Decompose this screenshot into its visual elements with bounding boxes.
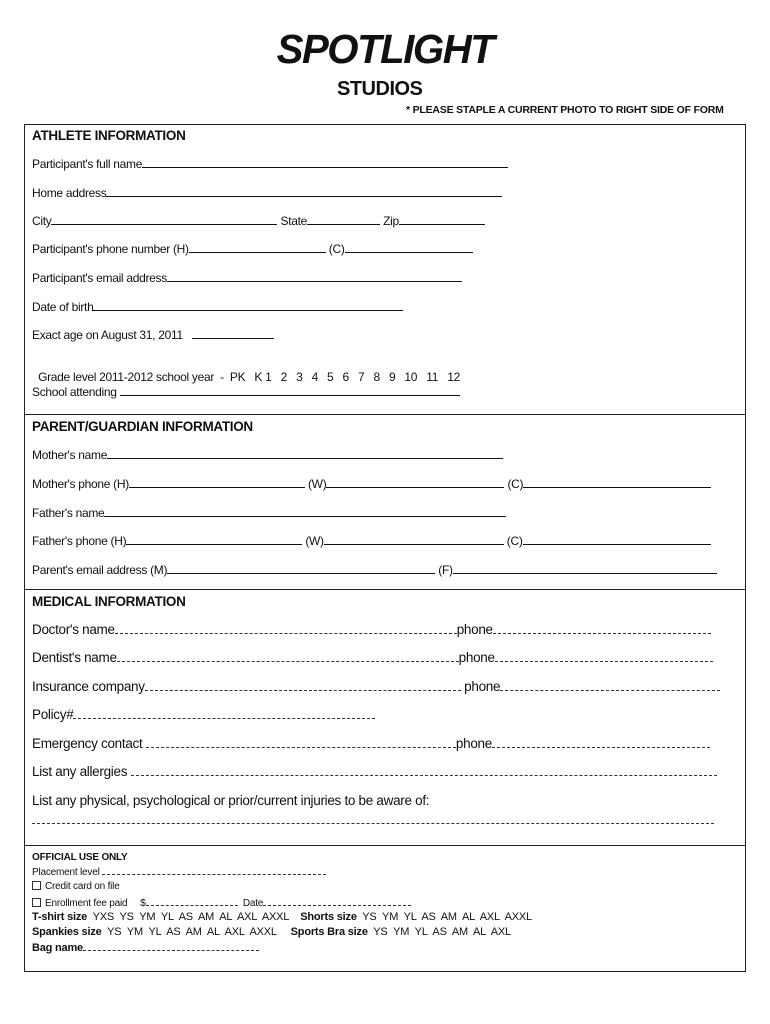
tshirt-row: [32, 911, 532, 923]
father-phone-w-field[interactable]: [324, 534, 504, 545]
section-divider: [24, 589, 746, 590]
emergency-phone-label: phone: [455, 736, 492, 751]
city-state-zip-row: [32, 214, 485, 228]
full-name-label: Participant's full name: [32, 157, 143, 171]
participant-email-label: Participant's email address: [32, 271, 167, 285]
participant-email-field[interactable]: [167, 271, 462, 282]
mother-phone-h-label: Mother's phone (H): [32, 477, 129, 491]
brand-title: SPOTLIGHT: [276, 26, 494, 72]
full-name-row: [32, 157, 508, 171]
parent-email-m-label: Parent's email address (M): [32, 563, 168, 577]
dob-field[interactable]: [93, 300, 403, 311]
doctor-phone-label: phone: [456, 622, 493, 637]
father-phone-row: [32, 534, 711, 548]
placement-field[interactable]: [102, 866, 326, 875]
mother-name-label: Mother's name: [32, 448, 108, 462]
date-field[interactable]: [263, 897, 411, 906]
father-phone-h-label: Father's phone (H): [32, 534, 127, 548]
school-label: School attending: [32, 385, 117, 399]
spankies-row: [32, 926, 511, 938]
mother-name-row: [32, 448, 503, 462]
father-phone-c-field[interactable]: [523, 534, 711, 545]
father-name-row: [32, 506, 506, 520]
home-address-row: [32, 186, 502, 200]
insurance-phone-field[interactable]: [500, 679, 720, 691]
doctor-row: [32, 622, 711, 637]
allergies-label: List any allergies: [32, 764, 128, 779]
participant-phone-c-label: (C): [328, 242, 345, 256]
mother-phone-w-label: (W): [307, 477, 327, 491]
grade-level-label: Grade level 2011-2012 school year - PK K 1 2 3 4 5 6 7 8 9 10 11 12: [38, 370, 460, 384]
mother-name-field[interactable]: [107, 448, 503, 459]
insurance-phone-label: phone: [464, 679, 501, 694]
tshirt-label: T-shirt size: [32, 911, 88, 923]
brand-subtitle: STUDIOS: [337, 78, 423, 100]
exact-age-row: [32, 328, 274, 342]
policy-label: Policy#: [32, 707, 74, 722]
home-address-label: Home address: [32, 186, 107, 200]
exact-age-field[interactable]: [192, 328, 274, 339]
credit-card-checkbox[interactable]: [32, 881, 41, 890]
home-address-field[interactable]: [106, 186, 502, 197]
credit-card-label: Credit card on file: [45, 881, 120, 892]
injuries-label: List any physical, psychological or prior/current injuries to be aware of:: [32, 793, 430, 808]
mother-phone-h-field[interactable]: [129, 477, 305, 488]
parent-email-f-field[interactable]: [453, 563, 717, 574]
shorts-label: Shorts size: [300, 911, 357, 923]
mother-phone-c-field[interactable]: [523, 477, 711, 488]
sportsbra-sizes: YS YM YL AS AM AL AXL: [373, 926, 511, 938]
allergies-row: [32, 764, 717, 779]
section-divider: [24, 845, 746, 846]
tshirt-sizes: YXS YS YM YL AS AM AL AXL AXXL: [92, 911, 289, 923]
city-label: City: [32, 214, 52, 228]
parent-email-m-field[interactable]: [167, 563, 435, 574]
dob-row: [32, 300, 403, 314]
doctor-phone-field[interactable]: [493, 622, 711, 634]
enrollment-amount-field[interactable]: [146, 897, 238, 906]
official-title: OFFICIAL USE ONLY: [32, 852, 128, 863]
athlete-section-title: ATHLETE INFORMATION: [32, 128, 186, 143]
participant-email-row: [32, 271, 462, 285]
date-label: Date: [242, 898, 264, 909]
bag-name-field[interactable]: [83, 942, 259, 951]
dentist-field[interactable]: [117, 650, 459, 662]
zip-field[interactable]: [399, 214, 485, 225]
father-name-field[interactable]: [104, 506, 506, 517]
bag-name-label: Bag name: [32, 942, 83, 954]
father-phone-c-label: (C): [506, 534, 523, 548]
medical-section-title: MEDICAL INFORMATION: [32, 594, 186, 609]
doctor-field[interactable]: [115, 622, 457, 634]
enrollment-checkbox[interactable]: [32, 898, 41, 907]
mother-phone-row: [32, 477, 711, 491]
doctor-label: Doctor's name: [32, 622, 115, 637]
parent-email-f-label: (F): [438, 563, 453, 577]
father-phone-h-field[interactable]: [126, 534, 302, 545]
participant-phone-h-label: Participant's phone number (H): [32, 242, 189, 256]
state-field[interactable]: [307, 214, 380, 225]
emergency-field[interactable]: [146, 736, 456, 748]
enrollment-label: Enrollment fee paid: [45, 898, 128, 909]
parent-section-title: PARENT/GUARDIAN INFORMATION: [32, 419, 253, 434]
school-field[interactable]: [120, 385, 460, 396]
participant-phone-row: [32, 242, 473, 256]
section-divider: [24, 414, 746, 415]
zip-label: Zip: [383, 214, 399, 228]
city-field[interactable]: [51, 214, 277, 225]
insurance-row: [32, 679, 720, 694]
dentist-label: Dentist's name: [32, 650, 117, 665]
staple-photo-note: * PLEASE STAPLE A CURRENT PHOTO TO RIGHT SIDE OF FORM: [406, 104, 724, 116]
dentist-row: [32, 650, 713, 665]
sportsbra-label: Sports Bra size: [290, 926, 368, 938]
father-phone-w-label: (W): [305, 534, 324, 548]
emergency-phone-field[interactable]: [492, 736, 710, 748]
emergency-label: Emergency contact: [32, 736, 143, 751]
full-name-field[interactable]: [142, 157, 508, 168]
insurance-label: Insurance company: [32, 679, 145, 694]
insurance-field[interactable]: [145, 679, 461, 691]
mother-phone-c-label: (C): [507, 477, 524, 491]
allergies-field[interactable]: [131, 764, 717, 776]
placement-label: Placement level: [32, 867, 100, 878]
spankies-sizes: YS YM YL AS AM AL AXL AXXL: [107, 926, 277, 938]
credit-card-row: [32, 881, 120, 892]
emergency-row: [32, 736, 710, 751]
policy-field[interactable]: [73, 707, 375, 719]
exact-age-label: Exact age on August 31, 2011: [32, 328, 183, 342]
dentist-phone-label: phone: [458, 650, 495, 665]
injuries-row: [32, 793, 429, 808]
shorts-sizes: YS YM YL AS AM AL AXL AXXL: [362, 911, 532, 923]
father-name-label: Father's name: [32, 506, 105, 520]
spankies-label: Spankies size: [32, 926, 102, 938]
injuries-field[interactable]: [32, 812, 714, 824]
school-row: [32, 385, 460, 399]
participant-phone-c-field[interactable]: [345, 242, 473, 253]
mother-phone-w-field[interactable]: [326, 477, 504, 488]
placement-row: [32, 866, 326, 878]
dentist-phone-field[interactable]: [495, 650, 713, 662]
policy-row: [32, 707, 375, 722]
participant-phone-h-field[interactable]: [189, 242, 326, 253]
parent-email-row: [32, 563, 717, 577]
grade-level-row: [32, 356, 460, 384]
bag-name-row: [32, 942, 259, 954]
state-label: State: [280, 214, 308, 228]
injuries-line-row: [32, 812, 714, 827]
enrollment-row: [32, 897, 411, 909]
dollar-sign: $: [140, 898, 146, 909]
dob-label: Date of birth: [32, 300, 94, 314]
